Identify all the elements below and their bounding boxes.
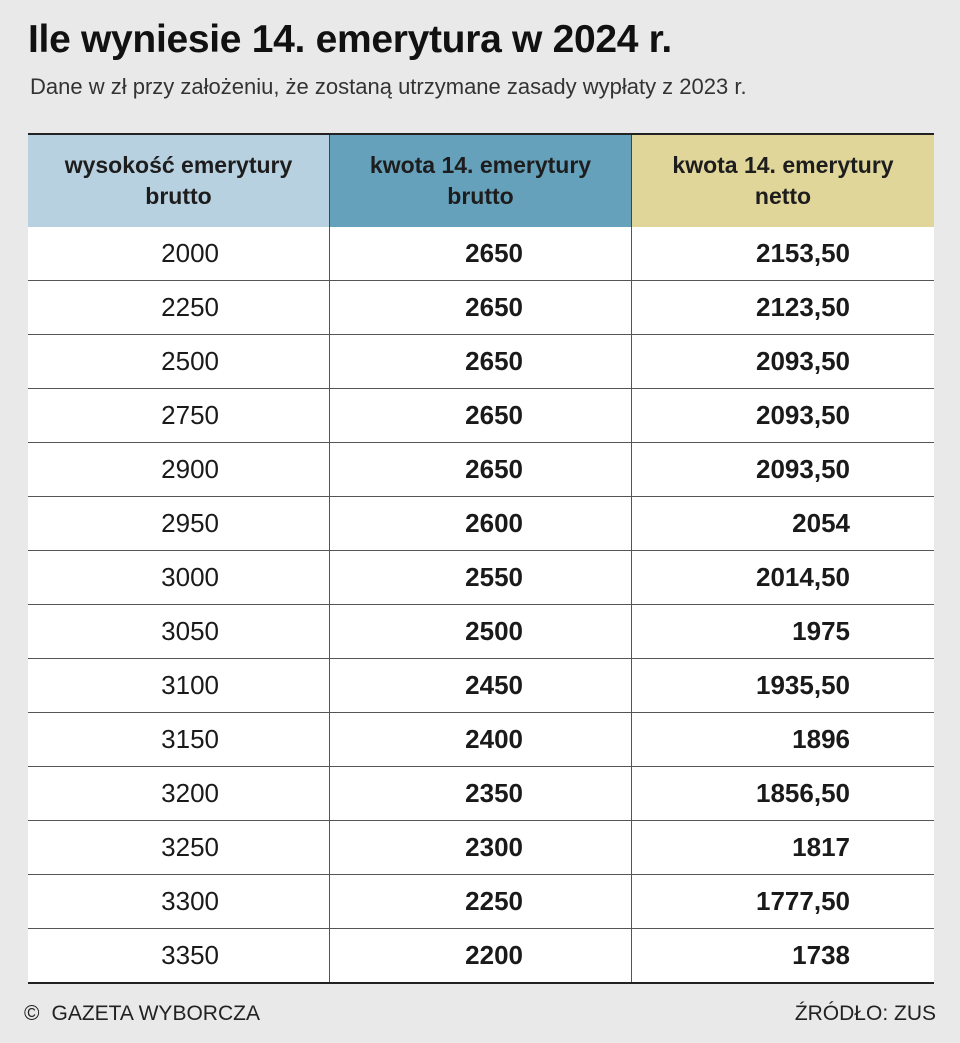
cell-14th-net: 2014,50	[756, 562, 850, 592]
cell-pension-gross: 2500	[28, 335, 330, 388]
table-row	[28, 280, 934, 334]
cell-14th-gross: 2650	[330, 335, 632, 388]
page-title: Ile wyniesie 14. emerytura w 2024 r.	[28, 18, 672, 61]
source-note: ŹRÓDŁO: ZUS	[794, 1002, 936, 1025]
column-header-pension-gross: wysokość emerytury brutto	[28, 135, 330, 227]
cell-14th-gross: 2250	[330, 875, 632, 928]
table-row	[28, 658, 934, 712]
cell-14th-gross: 2600	[330, 497, 632, 550]
copyright-icon: ©	[24, 1002, 40, 1025]
cell-14th-net: 2153,50	[756, 238, 850, 268]
table-row	[28, 496, 934, 550]
cell-14th-gross: 2300	[330, 821, 632, 874]
cell-14th-net: 2093,50	[756, 346, 850, 376]
table-row	[28, 874, 934, 928]
table-row	[28, 334, 934, 388]
table-row	[28, 442, 934, 496]
table-row	[28, 928, 934, 982]
column-header-14th-gross: kwota 14. emerytury brutto	[330, 135, 632, 227]
cell-pension-gross: 3300	[28, 875, 330, 928]
cell-14th-net: 2093,50	[756, 400, 850, 430]
cell-14th-gross: 2550	[330, 551, 632, 604]
column-header-14th-net: kwota 14. emerytury netto	[632, 135, 934, 227]
table-row	[28, 604, 934, 658]
cell-14th-gross: 2400	[330, 713, 632, 766]
table-body	[28, 227, 934, 982]
cell-14th-gross: 2650	[330, 443, 632, 496]
cell-14th-gross: 2350	[330, 767, 632, 820]
cell-pension-gross: 3350	[28, 929, 330, 982]
cell-pension-gross: 2900	[28, 443, 330, 496]
cell-pension-gross: 2250	[28, 281, 330, 334]
publisher-name: GAZETA WYBORCZA	[51, 1002, 260, 1025]
table-row	[28, 766, 934, 820]
cell-14th-net: 1738	[792, 940, 850, 970]
cell-14th-net: 1975	[792, 616, 850, 646]
cell-14th-gross: 2650	[330, 281, 632, 334]
cell-14th-gross: 2650	[330, 389, 632, 442]
cell-14th-net: 1777,50	[756, 886, 850, 916]
cell-14th-net: 1817	[792, 832, 850, 862]
cell-14th-net: 2123,50	[756, 292, 850, 322]
cell-14th-gross: 2650	[330, 227, 632, 280]
cell-pension-gross: 3200	[28, 767, 330, 820]
cell-pension-gross: 3050	[28, 605, 330, 658]
cell-pension-gross: 3150	[28, 713, 330, 766]
table-header	[28, 135, 934, 227]
table-row	[28, 550, 934, 604]
table-row	[28, 388, 934, 442]
cell-pension-gross: 2750	[28, 389, 330, 442]
table-row	[28, 712, 934, 766]
cell-pension-gross: 3100	[28, 659, 330, 712]
table-row	[28, 227, 934, 280]
data-table	[28, 133, 934, 984]
cell-14th-net: 1856,50	[756, 778, 850, 808]
cell-pension-gross: 2950	[28, 497, 330, 550]
cell-14th-gross: 2450	[330, 659, 632, 712]
cell-14th-net: 2054	[792, 508, 850, 538]
cell-pension-gross: 3250	[28, 821, 330, 874]
cell-14th-net: 1935,50	[756, 670, 850, 700]
publisher-credit	[24, 1002, 260, 1026]
cell-pension-gross: 2000	[28, 227, 330, 280]
cell-14th-gross: 2200	[330, 929, 632, 982]
page-subtitle: Dane w zł przy założeniu, że zostaną utrzymane zasady wypłaty z 2023 r.	[30, 74, 747, 99]
cell-14th-net: 1896	[792, 724, 850, 754]
table-row	[28, 820, 934, 874]
cell-14th-gross: 2500	[330, 605, 632, 658]
cell-pension-gross: 3000	[28, 551, 330, 604]
cell-14th-net: 2093,50	[756, 454, 850, 484]
